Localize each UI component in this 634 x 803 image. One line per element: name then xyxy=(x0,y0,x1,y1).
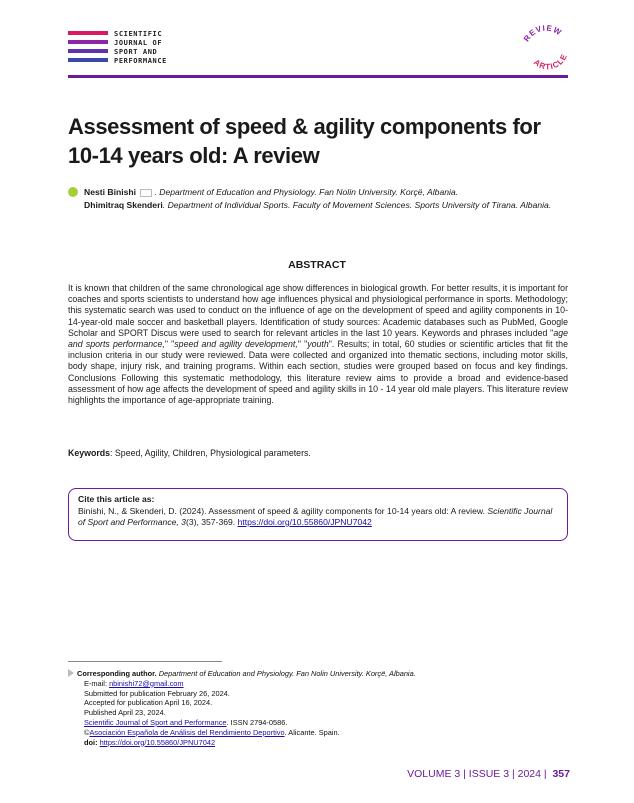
corresponding-line xyxy=(68,669,538,679)
citation-doi-link[interactable]: https://doi.org/10.55860/JPNU7042 xyxy=(237,517,372,527)
issn-text: . ISSN 2794-0586. xyxy=(226,717,288,727)
author-entry xyxy=(68,186,578,199)
author-name: Nesti Binishi xyxy=(84,187,137,197)
citation-part: Binishi, N., & Skenderi, D. (2024). Assessment of speed & agility components for 10-14 years old: A review. xyxy=(78,505,488,516)
doi-label: doi: xyxy=(84,737,100,747)
badge-review-text: REVIEW xyxy=(521,23,564,44)
volume-issue: VOLUME 3 | ISSUE 3 | 2024 | xyxy=(407,768,547,780)
keywords-text: : Speed, Agility, Children, Physiological parameters. xyxy=(110,448,311,458)
article-title: Assessment of speed & agility components for 10-14 years old: A review xyxy=(68,114,541,168)
orcid-icon[interactable] xyxy=(68,187,78,197)
footnote xyxy=(68,669,538,747)
email-line xyxy=(68,679,538,689)
logo-bar xyxy=(68,31,108,35)
doi-line xyxy=(68,738,538,748)
keywords-label: Keywords xyxy=(68,448,111,458)
review-article-badge xyxy=(518,20,574,76)
corresponding-label: Corresponding author. xyxy=(77,669,157,678)
corresponding-text: Department of Education and Physiology. Fan Nolin University. Korçë, Albania. xyxy=(156,669,416,678)
author-sep: . xyxy=(154,187,160,197)
copyright-symbol: © xyxy=(84,727,90,737)
abstract-body xyxy=(68,283,568,406)
journal-logo xyxy=(68,30,178,70)
logo-line: PERFORMANCE xyxy=(114,57,167,65)
published-date: Published April 23, 2024. xyxy=(84,708,166,718)
accepted-date: Accepted for publication April 16, 2024. xyxy=(84,698,213,708)
citation-part: (3), 357-369. xyxy=(185,517,238,527)
abstract-keyword-phrase: youth xyxy=(307,339,329,350)
logo-bar xyxy=(68,58,108,62)
abstract-keyword-phrase: age and sports performance, xyxy=(68,327,568,350)
association-place: . Alicante. Spain. xyxy=(284,727,340,737)
logo-line: JOURNAL OF xyxy=(114,39,163,47)
logo-line: SCIENTIFIC xyxy=(114,30,163,38)
abstract-text: " " xyxy=(164,339,175,350)
keywords xyxy=(68,448,568,458)
author-sep: . xyxy=(162,200,168,210)
author-affiliation: Department of Individual Sports. Faculty of Movement Sciences. Sports University of Tirana. Albania. xyxy=(167,200,552,210)
citation-heading: Cite this article as: xyxy=(78,494,155,504)
abstract-text: ". Results; in total, 60 studies or scientific articles that fit the inclusion criteria in our study were reviewed. Data were collected and organized into thematic sections, including motor skills, body shape, injury risk, and training programs. Within each section, studies were grouped based on focus and key findings. Conclusions Following this systematic methodology, this literature review aims to provide a broad and evidence-based assessment of how age affects the development of speed and agility skills in 10 - 14 year old male players. This literature review highlights the importance of age-appropriate training. xyxy=(68,339,568,406)
logo-bar xyxy=(68,49,108,53)
abstract-text: It is known that children of the same chronological age show differences in biological growth. For better results, it is important for coaches and sports scientists to understand how age influences physical and physiological performance in sports. Methodology; this systematic search was used to conduct on the influence of age on the development of speed and agility components in 10-14-year-old male soccer and basketball players. Identification of study sources: Academic databases such as PubMed, Google Scholar and SPORT Discus were used to search for relevant articles in the last 10 years. Keywords and phrases included " xyxy=(68,283,568,338)
citation-text xyxy=(78,506,558,529)
abstract-text: " " xyxy=(297,339,308,350)
journal-line xyxy=(68,718,538,728)
association-link[interactable]: Asociación Española de Análisis del Rendimiento Deportivo xyxy=(89,727,285,737)
footnote-marker-icon xyxy=(68,669,74,677)
email-link[interactable]: nbinishi72@gmail.com xyxy=(109,678,184,688)
citation-journal: Scientific Journal of Sport and Performance, 3 xyxy=(78,505,553,527)
citation-box xyxy=(68,488,568,541)
header-rule xyxy=(68,75,568,78)
mail-icon[interactable] xyxy=(140,189,152,197)
submitted-date: Submitted for publication February 26, 2024. xyxy=(84,688,230,698)
badge-article-text: ARTICLE xyxy=(531,52,570,72)
abstract-keyword-phrase: speed and agility development, xyxy=(174,339,298,350)
author-list xyxy=(68,186,578,212)
abstract-heading: ABSTRACT xyxy=(288,259,346,271)
email-label: E-mail: xyxy=(84,678,110,688)
journal-link[interactable]: Scientific Journal of Sport and Performance xyxy=(84,717,227,727)
doi-link[interactable]: https://doi.org/10.55860/JPNU7042 xyxy=(99,737,216,747)
logo-line: SPORT AND xyxy=(114,48,158,56)
footnote-rule xyxy=(68,661,222,662)
page-footer xyxy=(380,768,570,780)
author-entry xyxy=(68,199,578,212)
page-number: 357 xyxy=(552,768,570,780)
author-name: Dhimitraq Skenderi xyxy=(84,200,163,210)
copyright-line xyxy=(68,728,538,738)
author-affiliation: Department of Education and Physiology. Fan Nolin University. Korçë, Albania. xyxy=(159,187,459,197)
logo-bar xyxy=(68,40,108,44)
logo-text xyxy=(114,30,167,66)
